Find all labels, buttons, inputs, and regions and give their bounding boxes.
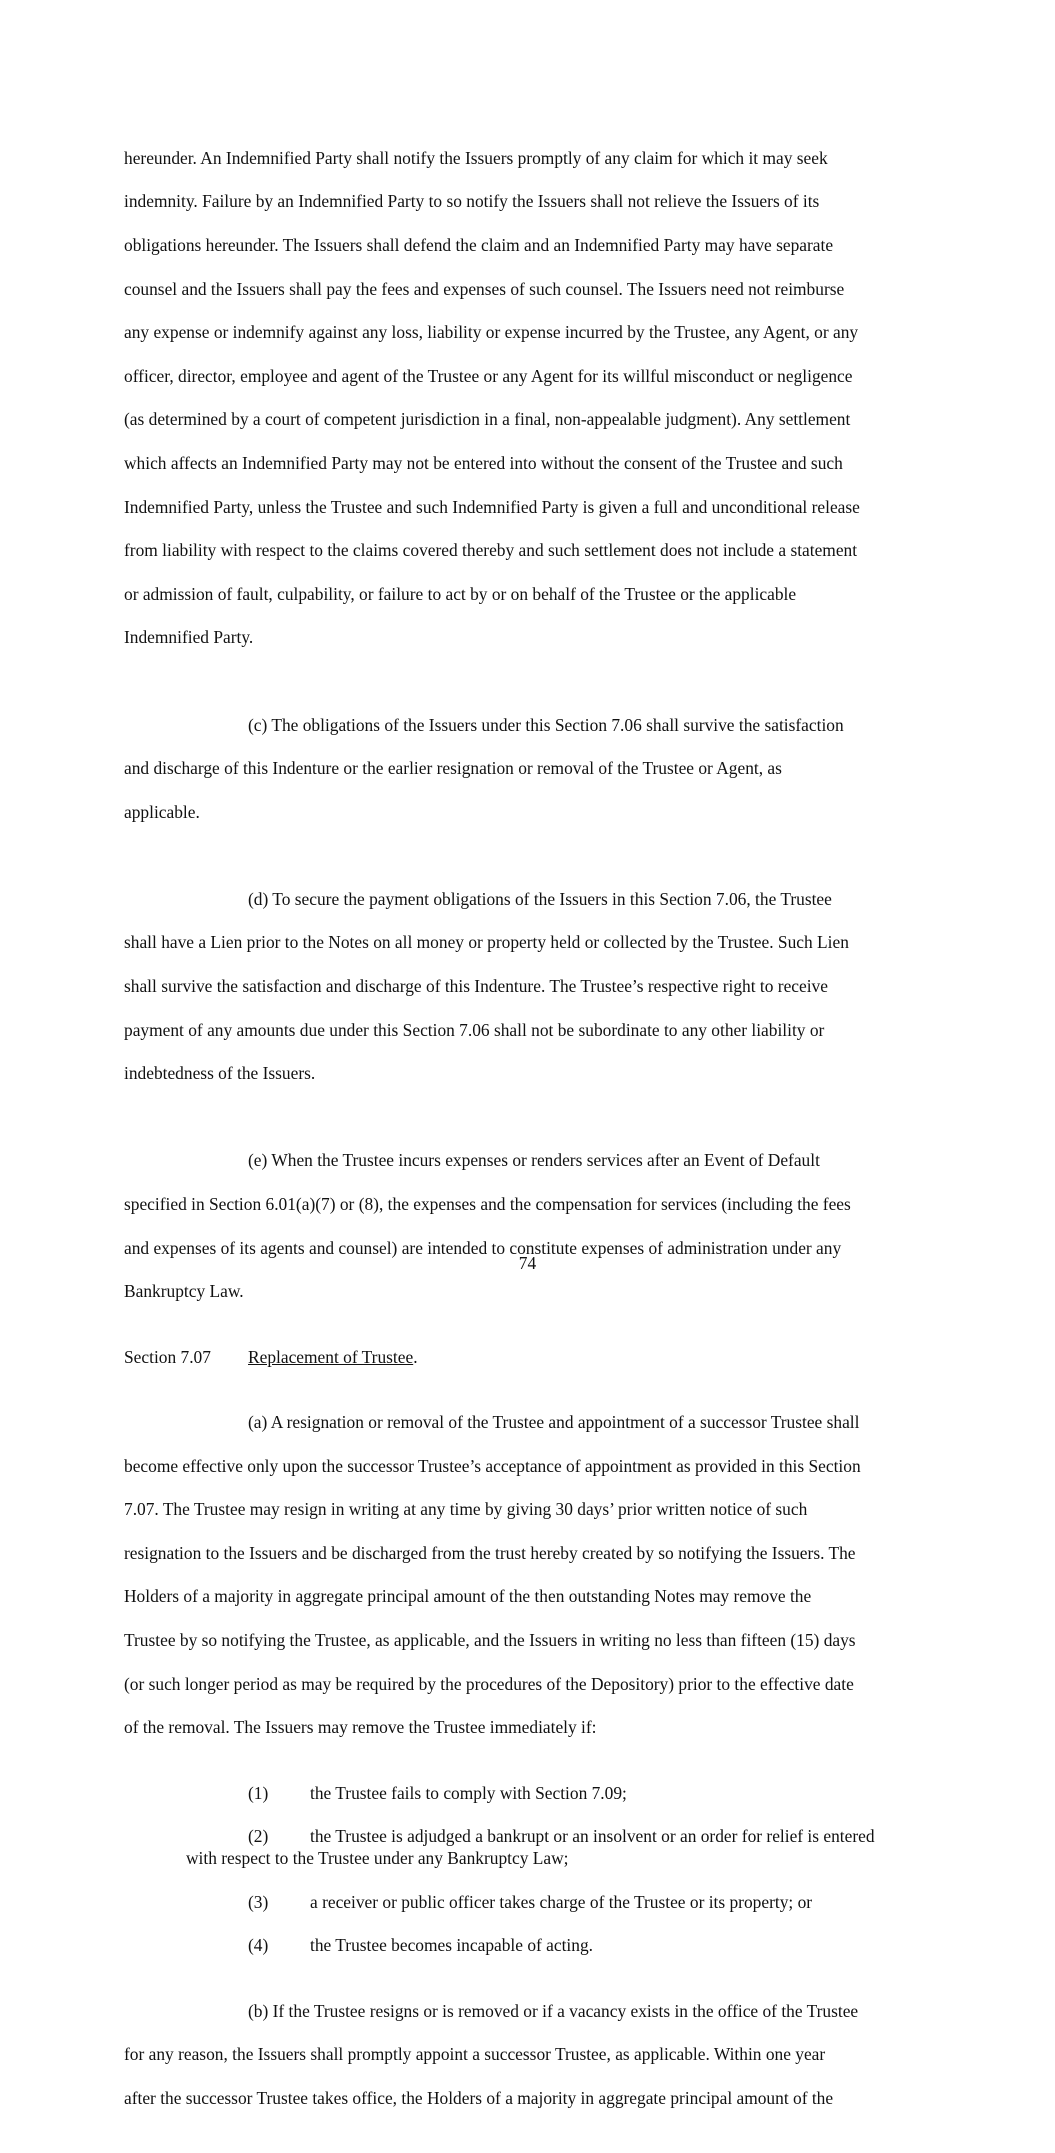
list-item: [124, 1783, 936, 1805]
section-heading: [124, 1347, 936, 1369]
paragraph-c: [124, 693, 936, 846]
list-item-number: (3): [248, 1891, 269, 1912]
text-line: of the removal. The Issuers may remove the Trustee immediately if:: [124, 1717, 597, 1738]
text-line: counsel and the Issuers shall pay the fees and expenses of such counsel. The Issuers need not reimburse: [124, 278, 845, 299]
list-item-text: the Trustee becomes incapable of acting.: [310, 1935, 593, 1956]
text-line: indebtedness of the Issuers.: [124, 1063, 316, 1084]
section-title: Replacement of Trustee: [248, 1346, 414, 1367]
text-line: Trustee by so notifying the Trustee, as applicable, and the Issuers in writing no less than fifteen (15) days: [124, 1629, 856, 1650]
text-line: (d) To secure the payment obligations of the Issuers in this Section 7.06, the Trustee: [248, 888, 832, 909]
text-line: (a) A resignation or removal of the Trustee and appointment of a successor Trustee shall: [248, 1412, 860, 1433]
text-line: after the successor Trustee takes office, the Holders of a majority in aggregate principal amount of the: [124, 2087, 834, 2108]
text-line: applicable.: [124, 801, 200, 822]
text-line: Holders of a majority in aggregate principal amount of the then outstanding Notes may remove the: [124, 1586, 812, 1607]
text-line: officer, director, employee and agent of the Trustee or any Agent for its willful misconduct or negligence: [124, 365, 853, 386]
list-item-text: a receiver or public officer takes charge of the Trustee or its property; or: [310, 1891, 813, 1912]
section-title-suffix: .: [413, 1346, 418, 1367]
text-line: and discharge of this Indenture or the earlier resignation or removal of the Trustee or Agent, as: [124, 758, 782, 779]
text-line: for any reason, the Issuers shall promptly appoint a successor Trustee, as applicable. Within one year: [124, 2044, 826, 2065]
list-item-first-line: [124, 1826, 936, 1848]
text-line: any expense or indemnify against any loss, liability or expense incurred by the Trustee, any Agent, or any: [124, 322, 859, 343]
list-item-first-line: [124, 1783, 936, 1805]
paragraph-d: [124, 867, 936, 1107]
list-item-text: the Trustee fails to comply with Section 7.09;: [310, 1782, 627, 1803]
text-line: from liability with respect to the claims covered thereby and such settlement does not include a statement: [124, 540, 858, 561]
paragraph-e: [124, 1129, 936, 1325]
text-line: shall survive the satisfaction and discharge of this Indenture. The Trustee’s respective right to receive: [124, 976, 828, 997]
list-item-first-line: [124, 1935, 936, 1957]
text-line: (c) The obligations of the Issuers under this Section 7.06 shall survive the satisfaction: [248, 714, 844, 735]
text-line: obligations hereunder. The Issuers shall defend the claim and an Indemnified Party may have separate: [124, 234, 834, 255]
list-item: [124, 1935, 936, 1957]
list-item-text: the Trustee is adjudged a bankrupt or an insolvent or an order for relief is entered: [310, 1826, 875, 1847]
text-line: (as determined by a court of competent jurisdiction in a final, non-appealable judgment). Any settlement: [124, 409, 851, 430]
section-number: Section 7.07: [124, 1346, 211, 1367]
text-line: and expenses of its agents and counsel) are intended to constitute expenses of administration under any: [124, 1237, 842, 1258]
text-line: (b) If the Trustee resigns or is removed or if a vacancy exists in the office of the Trustee: [248, 2000, 859, 2021]
text-line: 7.07. The Trustee may resign in writing at any time by giving 30 days’ prior written notice of such: [124, 1499, 808, 1520]
page-number: 74: [518, 1253, 537, 1273]
text-line: or admission of fault, culpability, or failure to act by or on behalf of the Trustee or the applicable: [124, 583, 797, 604]
paragraph-b: [124, 1979, 936, 2132]
list-item-number: (1): [248, 1782, 269, 1803]
paragraph-indemnification-continued: [124, 126, 936, 671]
list-item-continuation: with respect to the Trustee under any Bankruptcy Law;: [186, 1847, 569, 1868]
text-line: resignation to the Issuers and be discharged from the trust hereby created by so notifying the Issuers. The: [124, 1542, 856, 1563]
paragraph-a: [124, 1390, 936, 1761]
document-page: [124, 126, 936, 2153]
list-item-number: (2): [248, 1826, 269, 1847]
list-item-first-line: [124, 1892, 936, 1914]
text-line: which affects an Indemnified Party may not be entered into without the consent of the Trustee and such: [124, 452, 843, 473]
text-line: specified in Section 6.01(a)(7) or (8), the expenses and the compensation for services (including the fees: [124, 1194, 851, 1215]
list-item: [124, 1826, 936, 1870]
text-line: (e) When the Trustee incurs expenses or renders services after an Event of Default: [248, 1150, 820, 1171]
text-line: hereunder. An Indemnified Party shall notify the Issuers promptly of any claim for which it may seek: [124, 147, 828, 168]
text-line: Indemnified Party, unless the Trustee and such Indemnified Party is given a full and unconditional release: [124, 496, 860, 517]
list-item-number: (4): [248, 1935, 269, 1956]
list-item: [124, 1892, 936, 1914]
text-line: Indemnified Party.: [124, 627, 254, 648]
text-line: shall have a Lien prior to the Notes on all money or property held or collected by the Trustee. Such Lien: [124, 932, 849, 953]
text-line: (or such longer period as may be required by the procedures of the Depository) prior to the effective date: [124, 1673, 854, 1694]
text-line: become effective only upon the successor Trustee’s acceptance of appointment as provided in this Section: [124, 1455, 861, 1476]
text-line: indemnity. Failure by an Indemnified Party to so notify the Issuers shall not relieve the Issuers of its: [124, 191, 820, 212]
text-line: payment of any amounts due under this Section 7.06 shall not be subordinate to any other liability or: [124, 1019, 825, 1040]
text-line: Bankruptcy Law.: [124, 1281, 244, 1302]
